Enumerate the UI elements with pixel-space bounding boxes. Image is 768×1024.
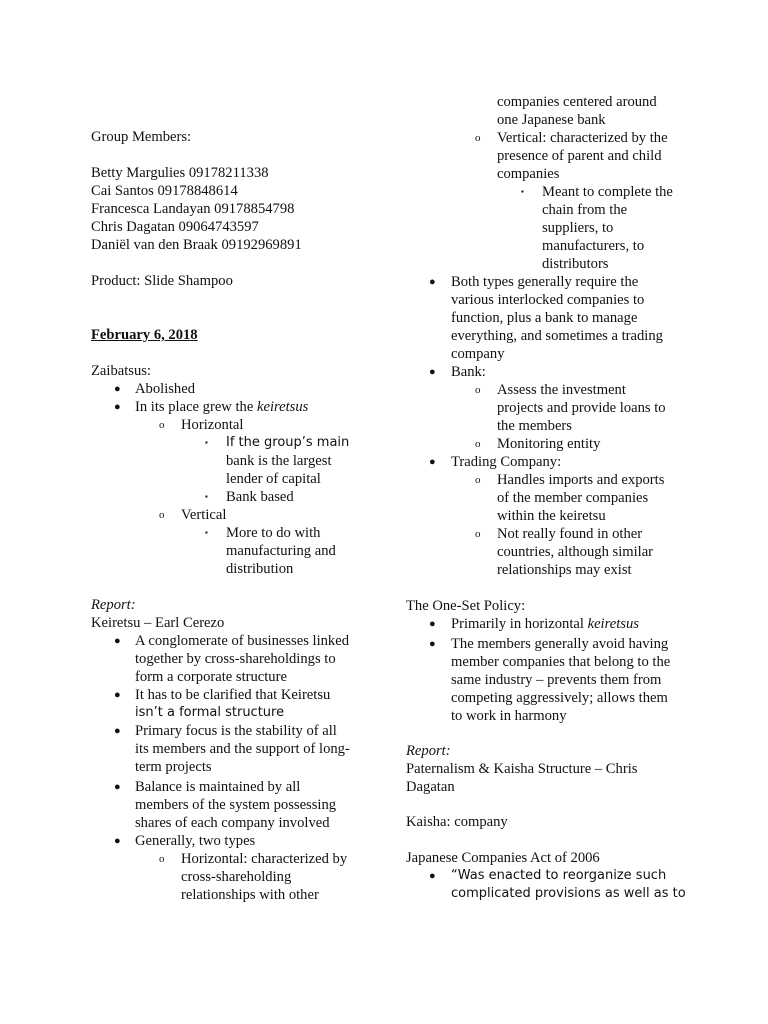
sub-list-item: Handles imports and exports [497,472,665,488]
sub-list-item: relationships with other [181,887,319,903]
sub-sub-list-item: distribution [226,561,294,577]
circle-bullet: o [475,384,481,396]
list-item: shares of each company involved [135,815,330,831]
sub-list-item: the members [497,418,572,434]
sub-sub-list-item: manufacturing and [226,543,336,559]
square-bullet: ▪ [521,187,524,196]
report-title: Paternalism & Kaisha Structure – Chris [406,761,638,777]
zaibatsus-heading: Zaibatsus: [91,363,151,379]
list-item-text: In its place grew the [135,399,257,415]
list-item: Both types generally require the [451,274,639,290]
circle-bullet: o [159,509,165,521]
sub-list-item: projects and provide loans to [497,400,666,416]
circle-bullet: o [159,419,165,431]
disc-bullet: ● [114,635,121,647]
report-label: Report: [91,597,136,613]
member-line: Betty Margulies 09178211338 [91,165,269,181]
list-item [451,615,639,633]
list-item: member companies that belong to the [451,654,671,670]
kaisha-definition: Kaisha: company [406,814,508,830]
sub-list-item: Assess the investment [497,382,626,398]
list-item: Generally, two types [135,833,256,849]
disc-bullet: ● [114,689,121,701]
disc-bullet: ● [114,383,121,395]
list-item: various interlocked companies to [451,292,645,308]
square-bullet: ▪ [205,528,208,537]
list-item-text: Primarily in horizontal [451,616,588,632]
square-bullet: ▪ [205,438,208,447]
list-item: It has to be clarified that Keiretsu [135,687,331,703]
circle-bullet: o [475,528,481,540]
sub-list-item: Horizontal: characterized by [181,851,348,867]
list-item: “Was enacted to reorganize such [451,868,667,883]
list-item: Trading Company: [451,454,562,470]
sub-list-item: of the member companies [497,490,649,506]
sub-sub-list-item: If the group’s main [226,435,350,450]
disc-bullet: ● [114,725,121,737]
disc-bullet: ● [114,401,121,413]
sub-list-item: Horizontal [181,417,244,433]
circle-bullet: o [475,438,481,450]
date-heading: February 6, 2018 [91,327,198,343]
sub-list-item: Vertical [181,507,227,523]
sub-list-item: one Japanese bank [497,112,606,128]
report-title: Dagatan [406,779,455,795]
disc-bullet: ● [429,276,436,288]
circle-bullet: o [159,853,165,865]
sub-sub-list-item: Meant to complete the [542,184,673,200]
sub-list-item: Monitoring entity [497,436,601,452]
disc-bullet: ● [429,456,436,468]
sub-sub-list-item: suppliers, to [542,220,614,236]
report-label: Report: [406,743,451,759]
report-title: Keiretsu – Earl Cerezo [91,615,225,631]
list-item: Abolished [135,381,195,397]
list-item: competing aggressively; allows them [451,690,668,706]
list-item: same industry – prevents them from [451,672,662,688]
sub-sub-list-item: Bank based [226,489,294,505]
disc-bullet: ● [429,638,436,650]
list-item: term projects [135,759,212,775]
emphasis-text: keiretsus [587,616,639,632]
sub-list-item: Not really found in other [497,526,643,542]
circle-bullet: o [475,132,481,144]
group-members-heading: Group Members: [91,129,192,145]
sub-list-item: companies [497,166,560,182]
sub-sub-list-item: lender of capital [226,471,321,487]
disc-bullet: ● [429,870,436,882]
list-item: function, plus a bank to manage [451,310,638,326]
list-item: Balance is maintained by all [135,779,301,795]
product-line: Product: Slide Shampoo [91,273,233,289]
sub-sub-list-item: chain from the [542,202,628,218]
sub-list-item: presence of parent and child [497,148,662,164]
sub-list-item: relationships may exist [497,562,632,578]
disc-bullet: ● [429,618,436,630]
one-set-policy-heading: The One-Set Policy: [406,598,526,614]
sub-list-item: Vertical: characterized by the [497,130,668,146]
list-item: form a corporate structure [135,669,287,685]
member-line: Cai Santos 09178848614 [91,183,238,199]
disc-bullet: ● [114,781,121,793]
list-item: A conglomerate of businesses linked [135,633,349,649]
companies-act-heading: Japanese Companies Act of 2006 [406,850,600,866]
sub-sub-list-item: manufacturers, to [542,238,645,254]
member-line: Francesca Landayan 09178854798 [91,201,295,217]
list-item: The members generally avoid having [451,636,669,652]
sub-sub-list-item: bank is the largest [226,453,332,469]
list-item: complicated provisions as well as to [451,886,686,901]
member-line: Chris Dagatan 09064743597 [91,219,259,235]
disc-bullet: ● [114,835,121,847]
member-line: Daniël van den Braak 09192969891 [91,237,302,253]
sub-sub-list-item: distributors [542,256,609,272]
list-item: its members and the support of long- [135,741,350,757]
sub-list-item: companies centered around [497,94,657,110]
square-bullet: ▪ [205,492,208,501]
list-item [135,398,308,416]
sub-list-item: countries, although similar [497,544,654,560]
list-item: together by cross-shareholdings to [135,651,336,667]
list-item: company [451,346,505,362]
list-item: Bank: [451,364,486,380]
emphasis-text: keiretsus [256,399,309,415]
list-item: everything, and sometimes a trading [451,328,663,344]
circle-bullet: o [475,474,481,486]
disc-bullet: ● [429,366,436,378]
list-item: to work in harmony [451,708,567,724]
list-item: isn’t a formal structure [135,705,285,720]
sub-list-item: cross-shareholding [181,869,292,885]
sub-list-item: within the keiretsu [497,508,606,524]
list-item: Primary focus is the stability of all [135,723,337,739]
list-item: members of the system possessing [135,797,337,813]
sub-sub-list-item: More to do with [226,525,321,541]
